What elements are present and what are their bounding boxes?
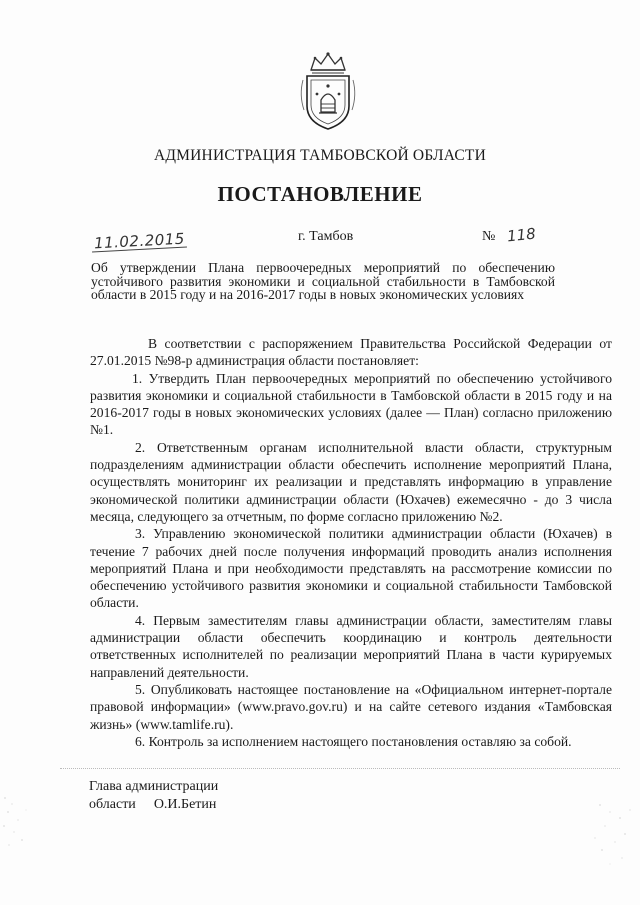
scan-artifact-line (60, 768, 620, 769)
signatory-title-region: области (89, 796, 136, 812)
signature-block (89, 778, 218, 813)
signatory-title-line-1: Глава администрации (89, 779, 219, 794)
body-item-5: 5. Опубликовать настоящее постановление на «Официальном интернет-портале правовой информации» (www.pravo.gov.ru) и на сайте сетевого издания «Тамбовская жизнь» (www.tamlife.ru). (90, 681, 612, 732)
body-item-6: 6. Контроль за исполнением настоящего постановления оставляю за собой. (135, 733, 572, 749)
scan-noise-right (590, 800, 635, 870)
document-subject: Об утверждении Плана первоочередных мероприятий по обеспечению устойчивого развития экономики и социальной стабильности в Тамбовской области в 2015 году и на 2016-2017 годы в новых экономических условиях (91, 260, 555, 302)
body-intro: В соответствии с распоряжением Правительства Российской Федерации от 27.01.2015 №98-р администрация области постановляет: (90, 336, 612, 369)
organization-name: АДМИНИСТРАЦИЯ ТАМБОВСКОЙ ОБЛАСТИ (154, 147, 486, 164)
document-type-title: ПОСТАНОВЛЕНИЕ (217, 182, 423, 206)
scan-noise-left (0, 790, 40, 850)
tambov-coat-of-arms-icon (297, 50, 359, 132)
number-sign: № (482, 229, 496, 244)
signatory-name: О.И.Бетин (153, 796, 217, 812)
city-label: г. Тамбов (298, 229, 354, 244)
body-item-3: 3. Управлению экономической политики администрации области (Юхачев) в течение 7 рабочих дней после получения информаций проводить анализ исполнения мероприятий Плана и при необходимости представлять на рассмотрение комиссии по обеспечению устойчивого развития экономики и социальной стабильности Тамбовской области. (90, 526, 612, 611)
handwritten-number: 118 (506, 224, 537, 246)
body-item-1: 1. Утвердить План первоочередных мероприятий по обеспечению устойчивого развития экономики и социальной стабильности в Тамбовской области в 2015 году и на 2016-2017 годы в новых экономических условиях (далее — План) согласно приложению №1. (90, 370, 612, 438)
document-body (90, 335, 612, 750)
body-item-2: 2. Ответственным органам исполнительной власти области, структурным подразделениям администрации области обеспечить исполнение мероприятий Плана, осуществлять мониторинг их реализации и представлять информацию в управление экономической политики администрации области (Юхачев) ежемесячно - до 3 числа месяца, следующего за отчетным, по форме согласно приложению №2. (90, 439, 612, 524)
signatory-title-line-2 (89, 796, 218, 814)
handwritten-date: 11.02.2015 (93, 229, 186, 253)
body-item-4: 4. Первым заместителям главы администрации области, заместителям главы администрации области обеспечить координацию и контроль деятельности ответственных исполнителей по реализации мероприятий Плана в части курируемых направлений деятельности. (90, 612, 612, 680)
